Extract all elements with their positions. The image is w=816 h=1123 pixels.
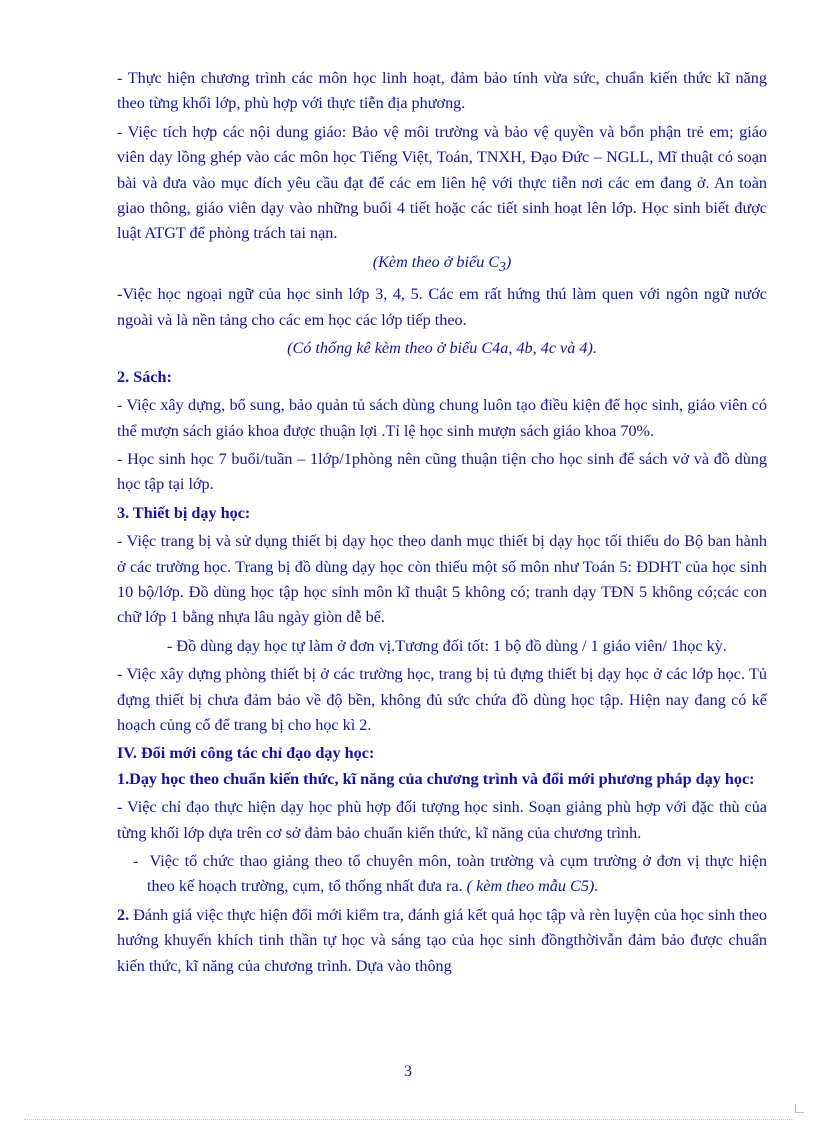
page-corner-mark bbox=[795, 1104, 804, 1113]
paragraph-integration: - Việc tích hợp các nội dung giáo: Bảo vệ môi trường và bảo vệ quyền và bổn phận trẻ em; giáo viên dạy lồng ghép vào các môn học Tiếng Việt, Toán, TNXH, Đạo Đức – NGLL, Mĩ thuật có soạn bài và đưa vào mục đích yêu cầu đạt để các em liên hệ với thực tiễn nơi các em đang ở. An toàn giao thông, giáo viên dạy vào những buổi 4 tiết hoặc các tiết sinh hoạt lên lớp. Học sinh biết được luật ATGT để phòng trách tai nạn. bbox=[117, 122, 767, 243]
document-page bbox=[117, 66, 767, 982]
paragraph-equipment-room: - Việc xây dựng phòng thiết bị ở các trường học, trang bị tủ đựng thiết bị dạy học ở các lớp học. Tủ đựng thiết bị chưa đảm bảo về độ bền, không đủ sức chứa đồ dùng học tập. Hiện nay đang có kế hoạch củng cố để trang bị cho học kì 2. bbox=[117, 665, 767, 734]
paragraph-assessment: 2. Đánh giá việc thực hiện đổi mới kiểm tra, đánh giá kết quả học tập và rèn luyện của học sinh theo hướng khuyến khích tinh thần tự học và sáng tạo của học sinh đồngthờivẫn đảm bảo được chuẩn kiến thức, kĩ năng của chương trình. Dựa vào thông bbox=[117, 905, 767, 975]
page-bottom-divider bbox=[24, 1119, 792, 1120]
paragraph-direction: - Việc chỉ đạo thực hiện dạy học phù hợp đối tượng học sinh. Soạn giảng phù hợp với đặc thù của từng khối lớp dựa trên cơ sở đảm bảo chuẩn kiến thức, kĩ năng của chương trình. bbox=[117, 798, 767, 842]
note-c3: (Kèm theo ở biểu $C_3$) bbox=[372, 252, 512, 275]
paragraph-teaching-practice: - Việc tổ chức thao giảng theo tổ chuyên môn, toàn trường và cụm trường ở đơn vị thực hiện theo kế hoạch trường, cụm, tổ thống nhất đưa ra. ( kèm theo mẫu C5). bbox=[133, 852, 768, 896]
heading-standards: 1.Dạy học theo chuẩn kiến thức, kĩ năng của chương trình và đổi mới phương pháp dạy học: bbox=[117, 769, 755, 788]
paragraph-program: - Thực hiện chương trình các môn học linh hoạt, đảm bảo tính vừa sức, chuẩn kiến thức kĩ năng theo từng khối lớp, phù hợp với thực tiễn địa phương. bbox=[117, 69, 767, 113]
paragraph-bookshelf: - Việc xây dựng, bổ sung, bảo quản tủ sách dùng chung luôn tạo điều kiện để học sinh, giáo viên có thể mượn sách giáo khoa được thuận lợi .Tỉ lệ học sinh mượn sách giáo khoa 70%. bbox=[117, 396, 767, 440]
paragraph-foreign-language: -Việc học ngoại ngữ của học sinh lớp 3, 4, 5. Các em rất hứng thú làm quen với ngôn ngữ nước ngoài và là nền tảng cho các em học các lớp tiếp theo. bbox=[117, 285, 767, 329]
paragraph-study-schedule: - Học sinh học 7 buổi/tuần – 1lớp/1phòng nên cũng thuận tiện cho học sinh để sách vở và đồ dùng học tập tại lớp. bbox=[117, 449, 767, 494]
paragraph-self-made-tools: - Đồ dùng dạy học tự làm ở đơn vị.Tương đối tốt: 1 bộ đồ dùng / 1 giáo viên/ 1học kỳ. bbox=[167, 636, 727, 655]
note-c4: (Có thống kê kèm theo ở biểu C4a, 4b, 4c và 4). bbox=[287, 339, 597, 358]
heading-equipment: 3. Thiết bị dạy học: bbox=[117, 503, 251, 522]
paragraph-equipment-use: - Việc trang bị và sử dụng thiết bị dạy học theo danh mục thiết bị dạy học tối thiểu do Bộ ban hành ở các trường học. Trang bị đồ dùng dạy học còn thiếu một số môn như Toán 5: ĐDHT của học sinh 10 bộ/lớp. Đồ dùng học tập học sinh môn kĩ thuật 5 không có; tranh dạy TĐN 5 không có;các con chữ lớp 1 bằng nhựa lâu ngày giòn dễ bể. bbox=[117, 532, 767, 627]
heading-section-iv: IV. Đổi mới công tác chỉ đạo dạy học: bbox=[117, 744, 375, 763]
page-number: 3 bbox=[404, 1063, 412, 1080]
heading-books: 2. Sách: bbox=[117, 367, 172, 386]
